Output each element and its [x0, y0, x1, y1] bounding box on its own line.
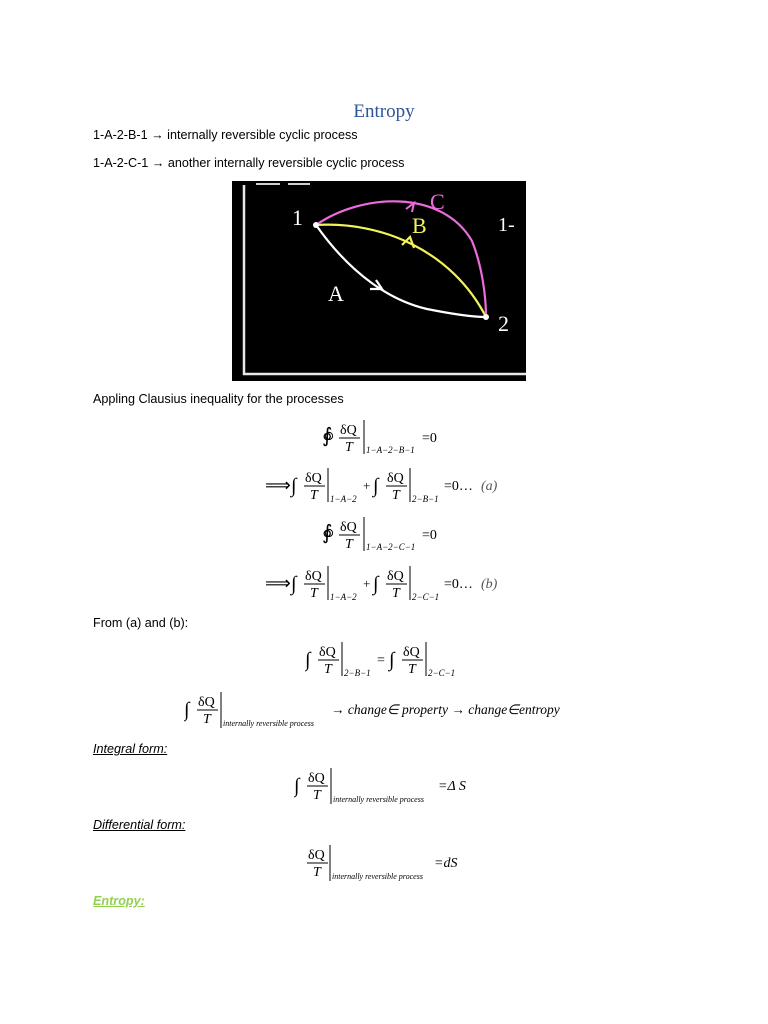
- frac-numerator: δQ: [340, 423, 357, 438]
- equation-differential-form: [306, 843, 476, 885]
- eq2-tag: (a): [481, 479, 498, 494]
- svg-text:2−C−1: 2−C−1: [428, 668, 456, 678]
- state-2-dot: [483, 314, 489, 320]
- svg-text:∮: ∮: [322, 522, 333, 544]
- equation-integral-form: [294, 766, 484, 808]
- svg-text:internally reversible process: internally reversible process: [333, 795, 424, 804]
- svg-text:T: T: [203, 712, 211, 727]
- svg-text:δQ: δQ: [198, 695, 215, 710]
- equation-cyclic-a-c: [318, 515, 458, 555]
- eq1-rhs: =0: [422, 431, 437, 446]
- cyclic-integral-sign: ∮: [322, 425, 333, 447]
- svg-text:T: T: [310, 488, 318, 503]
- svg-text:T: T: [392, 586, 400, 601]
- svg-text:=Δ S: =Δ S: [438, 779, 466, 794]
- svg-text:⟹: ⟹: [265, 573, 291, 593]
- eq2-sub1: 1−A−2: [330, 494, 357, 504]
- svg-text:+: +: [363, 576, 371, 591]
- svg-text:δQ: δQ: [340, 520, 357, 535]
- svg-text:∫: ∫: [305, 649, 311, 671]
- svg-text:(b): (b): [481, 577, 498, 592]
- implies-arrow: ⟹: [265, 475, 291, 495]
- clausius-intro: Appling Clausius inequality for the processes: [93, 392, 344, 406]
- eq2-plus: +: [363, 478, 371, 493]
- svg-text:∫: ∫: [291, 573, 297, 595]
- point-2-label: 2: [498, 311, 509, 336]
- cycle-1-description: 1-A-2-B-1 → internally reversible cyclic process: [93, 128, 358, 142]
- svg-text:T: T: [345, 537, 353, 552]
- point-1-label: 1: [292, 205, 303, 230]
- eq2-rhs: =0…: [444, 479, 473, 494]
- svg-text:T: T: [392, 488, 400, 503]
- svg-text:T: T: [408, 662, 416, 677]
- svg-text:δQ: δQ: [305, 569, 322, 584]
- svg-text:=: =: [377, 653, 385, 668]
- state-1-dot: [313, 222, 319, 228]
- path-b-label: B: [412, 213, 427, 238]
- svg-text:∫: ∫: [373, 573, 379, 595]
- page-title: Entropy: [353, 101, 415, 122]
- entropy-heading: Entropy:: [93, 894, 145, 908]
- svg-text:δQ: δQ: [319, 645, 336, 660]
- svg-text:T: T: [313, 788, 321, 803]
- equation-path-independence: [305, 640, 475, 682]
- svg-text:=dS: =dS: [434, 856, 458, 871]
- svg-text:internally reversible process: internally reversible process: [223, 719, 314, 728]
- svg-text:δQ: δQ: [308, 771, 325, 786]
- svg-text:→ change∈ property → change∈en: → change∈ property → change∈entropy: [331, 702, 560, 717]
- frac-denominator: T: [345, 440, 353, 455]
- svg-text:δQ: δQ: [387, 569, 404, 584]
- equation-a-split: [265, 466, 505, 508]
- eq1-subscript: 1−A−2−B−1: [366, 445, 415, 455]
- svg-text:internally reversible process: internally reversible process: [332, 872, 423, 881]
- svg-text:T: T: [313, 865, 321, 880]
- svg-text:T: T: [324, 662, 332, 677]
- eq3-subscript: 1−A−2−C−1: [366, 542, 416, 552]
- eq3-rhs: =0: [422, 528, 437, 543]
- svg-text:∫: ∫: [389, 649, 395, 671]
- svg-text:∫: ∫: [373, 475, 379, 497]
- cycle-2-description: 1-A-2-C-1 → another internally reversible cyclic process: [93, 156, 405, 170]
- svg-text:δQ: δQ: [305, 471, 322, 486]
- integral-sign: ∫: [291, 475, 297, 497]
- edge-label: 1-: [498, 214, 515, 236]
- path-c-label: C: [430, 189, 445, 214]
- svg-text:δQ: δQ: [403, 645, 420, 660]
- svg-text:∫: ∫: [184, 699, 190, 721]
- svg-text:1−A−2: 1−A−2: [330, 592, 357, 602]
- differential-form-heading: Differential form:: [93, 818, 186, 832]
- from-a-and-b: From (a) and (b):: [93, 616, 189, 630]
- svg-text:δQ: δQ: [387, 471, 404, 486]
- svg-text:=0…: =0…: [444, 577, 473, 592]
- pv-cycle-diagram: [232, 181, 526, 381]
- svg-text:∫: ∫: [294, 775, 300, 797]
- integral-form-heading: Integral form:: [93, 742, 168, 756]
- svg-text:2−C−1: 2−C−1: [412, 592, 440, 602]
- path-a-label: A: [328, 281, 344, 306]
- svg-text:2−B−1: 2−B−1: [344, 668, 371, 678]
- equation-property: [184, 690, 594, 732]
- equation-b-split: [265, 564, 505, 606]
- svg-text:T: T: [310, 586, 318, 601]
- eq2-sub2: 2−B−1: [412, 494, 439, 504]
- equation-cyclic-a-b: [318, 418, 458, 458]
- svg-text:δQ: δQ: [308, 848, 325, 863]
